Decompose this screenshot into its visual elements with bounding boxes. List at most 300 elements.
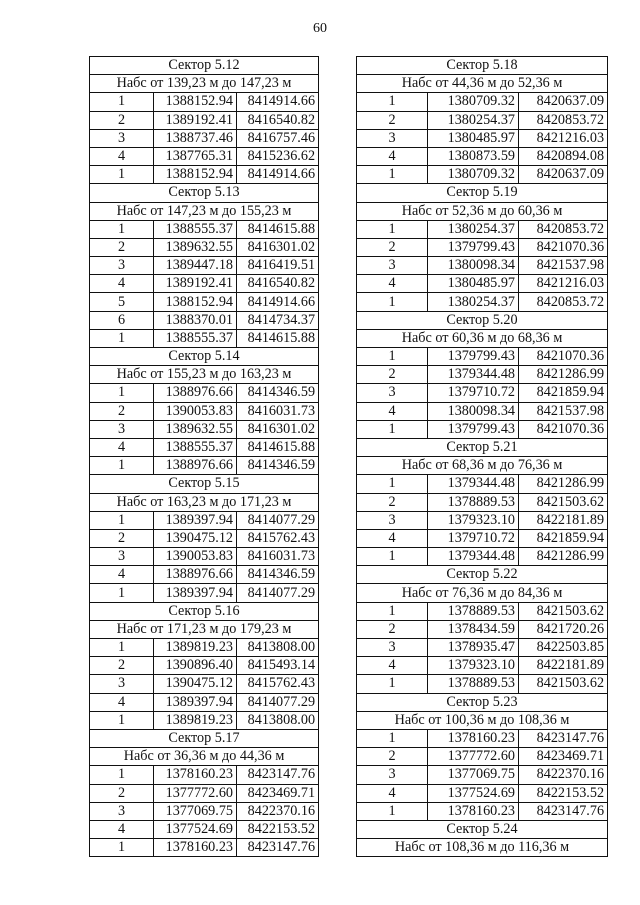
- point-number: 4: [90, 275, 154, 293]
- coordinate-y: 8415762.43: [237, 529, 319, 547]
- coordinate-y: 8416031.73: [237, 548, 319, 566]
- coordinates-table-right: [356, 56, 608, 857]
- coordinate-x: 1380254.37: [428, 220, 519, 238]
- coordinate-x: 1378160.23: [428, 802, 519, 820]
- point-number: 1: [90, 93, 154, 111]
- sector-range-row: [90, 366, 319, 384]
- point-number: 1: [357, 420, 428, 438]
- coordinate-y: 8416757.46: [237, 129, 319, 147]
- coordinate-y: 8422370.16: [237, 802, 319, 820]
- sector-range-row: [90, 748, 319, 766]
- sector-title-row: [90, 57, 319, 75]
- table-row: [90, 766, 319, 784]
- coordinate-x: 1380709.32: [428, 93, 519, 111]
- sector-range-row: [357, 711, 608, 729]
- coordinate-y: 8421070.36: [519, 348, 608, 366]
- coordinate-x: 1389192.41: [154, 111, 237, 129]
- sector-height-range: Набс от 171,23 м до 179,23 м: [90, 620, 319, 638]
- coordinate-y: 8421503.62: [519, 675, 608, 693]
- sector-height-range: Набс от 147,23 м до 155,23 м: [90, 202, 319, 220]
- coordinate-y: 8423147.76: [237, 766, 319, 784]
- table-row: [90, 329, 319, 347]
- table-row: [357, 729, 608, 747]
- coordinate-x: 1390053.83: [154, 548, 237, 566]
- coordinate-y: 8414077.29: [237, 584, 319, 602]
- coordinate-y: 8420853.72: [519, 111, 608, 129]
- table-row: [90, 548, 319, 566]
- coordinate-x: 1390475.12: [154, 675, 237, 693]
- point-number: 2: [357, 111, 428, 129]
- table-row: [357, 111, 608, 129]
- coordinate-y: 8423469.71: [237, 784, 319, 802]
- coordinate-x: 1389397.94: [154, 693, 237, 711]
- table-row: [357, 384, 608, 402]
- sector-range-row: [90, 620, 319, 638]
- point-number: 1: [357, 675, 428, 693]
- point-number: 2: [90, 657, 154, 675]
- table-row: [90, 93, 319, 111]
- coordinate-x: 1388555.37: [154, 438, 237, 456]
- sector-range-row: [90, 202, 319, 220]
- point-number: 2: [90, 784, 154, 802]
- point-number: 1: [90, 839, 154, 857]
- coordinate-y: 8421503.62: [519, 602, 608, 620]
- sector-title-row: [357, 820, 608, 838]
- table-row: [357, 420, 608, 438]
- coordinate-x: 1377772.60: [428, 748, 519, 766]
- coordinate-y: 8422370.16: [519, 766, 608, 784]
- table-row: [90, 293, 319, 311]
- sector-range-row: [357, 202, 608, 220]
- coordinate-y: 8414346.59: [237, 566, 319, 584]
- sector-title: Сектор 5.22: [357, 566, 608, 584]
- sector-title: Сектор 5.21: [357, 438, 608, 456]
- point-number: 1: [90, 457, 154, 475]
- table-row: [90, 438, 319, 456]
- table-row: [90, 584, 319, 602]
- point-number: 5: [90, 293, 154, 311]
- point-number: 3: [357, 639, 428, 657]
- coordinate-y: 8420637.09: [519, 166, 608, 184]
- point-number: 2: [357, 620, 428, 638]
- table-row: [90, 711, 319, 729]
- coordinate-y: 8414346.59: [237, 384, 319, 402]
- coordinate-x: 1378160.23: [428, 729, 519, 747]
- coordinate-y: 8414914.66: [237, 293, 319, 311]
- table-row: [90, 311, 319, 329]
- coordinate-x: 1389397.94: [154, 584, 237, 602]
- coordinate-x: 1380485.97: [428, 129, 519, 147]
- table-row: [357, 275, 608, 293]
- coordinate-y: 8414077.29: [237, 511, 319, 529]
- point-number: 1: [90, 220, 154, 238]
- table-row: [357, 293, 608, 311]
- coordinate-y: 8422181.89: [519, 511, 608, 529]
- coordinate-x: 1380873.59: [428, 147, 519, 165]
- sector-title-row: [90, 602, 319, 620]
- point-number: 3: [90, 802, 154, 820]
- sector-height-range: Набс от 52,36 м до 60,36 м: [357, 202, 608, 220]
- point-number: 2: [357, 238, 428, 256]
- coordinate-y: 8421070.36: [519, 420, 608, 438]
- coordinate-x: 1379799.43: [428, 348, 519, 366]
- sector-title: Сектор 5.15: [90, 475, 319, 493]
- sector-title-row: [90, 729, 319, 747]
- table-row: [357, 657, 608, 675]
- coordinate-x: 1379710.72: [428, 384, 519, 402]
- coordinate-x: 1378935.47: [428, 639, 519, 657]
- coordinates-table-left: [89, 56, 319, 857]
- point-number: 4: [357, 402, 428, 420]
- point-number: 1: [357, 348, 428, 366]
- coordinate-x: 1377069.75: [154, 802, 237, 820]
- coordinate-x: 1380098.34: [428, 257, 519, 275]
- coordinate-x: 1379323.10: [428, 657, 519, 675]
- table-row: [357, 257, 608, 275]
- coordinate-x: 1388152.94: [154, 293, 237, 311]
- sector-title-row: [90, 184, 319, 202]
- coordinate-y: 8416419.51: [237, 257, 319, 275]
- point-number: 1: [90, 511, 154, 529]
- sector-range-row: [357, 75, 608, 93]
- coordinate-x: 1389819.23: [154, 639, 237, 657]
- coordinate-x: 1379344.48: [428, 475, 519, 493]
- table-row: [357, 511, 608, 529]
- table-row: [90, 693, 319, 711]
- point-number: 4: [357, 275, 428, 293]
- sector-title: Сектор 5.14: [90, 348, 319, 366]
- point-number: 2: [90, 402, 154, 420]
- table-row: [90, 657, 319, 675]
- point-number: 3: [357, 384, 428, 402]
- coordinate-y: 8423147.76: [519, 729, 608, 747]
- point-number: 4: [90, 147, 154, 165]
- point-number: 1: [357, 166, 428, 184]
- coordinate-x: 1389632.55: [154, 420, 237, 438]
- table-row: [90, 820, 319, 838]
- coordinate-y: 8414346.59: [237, 457, 319, 475]
- point-number: 2: [357, 493, 428, 511]
- table-row: [90, 129, 319, 147]
- sector-title-row: [357, 57, 608, 75]
- sector-title: Сектор 5.23: [357, 693, 608, 711]
- coordinate-x: 1388976.66: [154, 457, 237, 475]
- coordinate-y: 8416540.82: [237, 275, 319, 293]
- sector-title: Сектор 5.24: [357, 820, 608, 838]
- point-number: 3: [357, 257, 428, 275]
- sector-title: Сектор 5.20: [357, 311, 608, 329]
- table-row: [90, 839, 319, 857]
- coordinate-y: 8416031.73: [237, 402, 319, 420]
- coordinate-y: 8415493.14: [237, 657, 319, 675]
- coordinate-x: 1390896.40: [154, 657, 237, 675]
- coordinate-x: 1388370.01: [154, 311, 237, 329]
- sector-title-row: [90, 348, 319, 366]
- coordinate-y: 8423147.76: [237, 839, 319, 857]
- coordinate-x: 1390053.83: [154, 402, 237, 420]
- point-number: 1: [357, 220, 428, 238]
- coordinate-y: 8414615.88: [237, 220, 319, 238]
- table-row: [357, 366, 608, 384]
- coordinate-y: 8414734.37: [237, 311, 319, 329]
- point-number: 4: [357, 529, 428, 547]
- coordinate-y: 8422181.89: [519, 657, 608, 675]
- sector-range-row: [357, 584, 608, 602]
- table-row: [90, 529, 319, 547]
- point-number: 1: [357, 802, 428, 820]
- coordinate-x: 1388555.37: [154, 329, 237, 347]
- table-row: [90, 802, 319, 820]
- coordinate-x: 1380254.37: [428, 111, 519, 129]
- point-number: 4: [357, 147, 428, 165]
- sector-height-range: Набс от 36,36 м до 44,36 м: [90, 748, 319, 766]
- table-row: [357, 93, 608, 111]
- coordinate-x: 1380254.37: [428, 293, 519, 311]
- point-number: 4: [90, 438, 154, 456]
- coordinate-y: 8421216.03: [519, 275, 608, 293]
- coordinate-x: 1378889.53: [428, 675, 519, 693]
- sector-height-range: Набс от 100,36 м до 108,36 м: [357, 711, 608, 729]
- coordinate-y: 8422503.85: [519, 639, 608, 657]
- coordinate-x: 1388737.46: [154, 129, 237, 147]
- table-row: [357, 802, 608, 820]
- sector-title-row: [357, 438, 608, 456]
- sector-height-range: Набс от 44,36 м до 52,36 м: [357, 75, 608, 93]
- point-number: 3: [357, 511, 428, 529]
- point-number: 1: [357, 602, 428, 620]
- point-number: 2: [90, 238, 154, 256]
- point-number: 4: [357, 657, 428, 675]
- sector-height-range: Набс от 155,23 м до 163,23 м: [90, 366, 319, 384]
- table-row: [90, 257, 319, 275]
- sector-height-range: Набс от 68,36 м до 76,36 м: [357, 457, 608, 475]
- sector-height-range: Набс от 60,36 м до 68,36 м: [357, 329, 608, 347]
- sector-title-row: [90, 475, 319, 493]
- sector-range-row: [90, 75, 319, 93]
- sector-range-row: [357, 457, 608, 475]
- coordinate-y: 8414914.66: [237, 166, 319, 184]
- table-row: [357, 639, 608, 657]
- coordinate-x: 1377069.75: [428, 766, 519, 784]
- coordinate-y: 8421070.36: [519, 238, 608, 256]
- coordinate-y: 8416301.02: [237, 238, 319, 256]
- coordinate-y: 8414615.88: [237, 329, 319, 347]
- table-row: [90, 238, 319, 256]
- sector-height-range: Набс от 108,36 м до 116,36 м: [357, 839, 608, 857]
- coordinate-y: 8422153.52: [519, 784, 608, 802]
- coordinate-x: 1379799.43: [428, 420, 519, 438]
- table-row: [357, 475, 608, 493]
- coordinate-x: 1379799.43: [428, 238, 519, 256]
- coordinate-y: 8414077.29: [237, 693, 319, 711]
- sector-range-row: [357, 329, 608, 347]
- coordinate-x: 1389632.55: [154, 238, 237, 256]
- table-row: [357, 129, 608, 147]
- coordinate-x: 1389819.23: [154, 711, 237, 729]
- point-number: 1: [357, 93, 428, 111]
- sector-title-row: [357, 184, 608, 202]
- table-row: [90, 511, 319, 529]
- sector-title-row: [357, 693, 608, 711]
- table-row: [357, 548, 608, 566]
- sector-title-row: [357, 311, 608, 329]
- coordinate-x: 1379344.48: [428, 366, 519, 384]
- coordinate-y: 8421286.99: [519, 366, 608, 384]
- table-row: [357, 529, 608, 547]
- sector-title: Сектор 5.12: [90, 57, 319, 75]
- point-number: 3: [90, 548, 154, 566]
- coordinate-x: 1388152.94: [154, 93, 237, 111]
- coordinate-x: 1389192.41: [154, 275, 237, 293]
- point-number: 1: [90, 166, 154, 184]
- table-row: [357, 620, 608, 638]
- point-number: 3: [90, 129, 154, 147]
- coordinate-y: 8414615.88: [237, 438, 319, 456]
- point-number: 2: [357, 366, 428, 384]
- coordinate-x: 1387765.31: [154, 147, 237, 165]
- coordinate-y: 8422153.52: [237, 820, 319, 838]
- coordinate-y: 8413808.00: [237, 711, 319, 729]
- coordinate-y: 8420637.09: [519, 93, 608, 111]
- table-row: [90, 420, 319, 438]
- coordinate-y: 8421859.94: [519, 529, 608, 547]
- coordinate-x: 1380709.32: [428, 166, 519, 184]
- point-number: 2: [357, 748, 428, 766]
- coordinate-x: 1377524.69: [428, 784, 519, 802]
- coordinate-y: 8421720.26: [519, 620, 608, 638]
- coordinate-x: 1380485.97: [428, 275, 519, 293]
- coordinate-y: 8415762.43: [237, 675, 319, 693]
- coordinate-y: 8421286.99: [519, 475, 608, 493]
- coordinate-x: 1379344.48: [428, 548, 519, 566]
- coordinate-x: 1378160.23: [154, 839, 237, 857]
- table-row: [90, 220, 319, 238]
- table-row: [90, 566, 319, 584]
- table-row: [90, 166, 319, 184]
- point-number: 4: [90, 693, 154, 711]
- table-row: [90, 675, 319, 693]
- coordinate-x: 1379710.72: [428, 529, 519, 547]
- point-number: 1: [90, 711, 154, 729]
- sector-title: Сектор 5.13: [90, 184, 319, 202]
- coordinate-y: 8421537.98: [519, 402, 608, 420]
- coordinate-x: 1380098.34: [428, 402, 519, 420]
- point-number: 1: [357, 548, 428, 566]
- coordinate-y: 8415236.62: [237, 147, 319, 165]
- point-number: 1: [90, 584, 154, 602]
- point-number: 1: [90, 384, 154, 402]
- point-number: 3: [357, 766, 428, 784]
- coordinate-x: 1388976.66: [154, 384, 237, 402]
- coordinate-y: 8420853.72: [519, 293, 608, 311]
- coordinate-y: 8413808.00: [237, 639, 319, 657]
- coordinate-x: 1388152.94: [154, 166, 237, 184]
- table-row: [90, 147, 319, 165]
- coordinate-x: 1378160.23: [154, 766, 237, 784]
- point-number: 3: [90, 257, 154, 275]
- coordinate-y: 8423147.76: [519, 802, 608, 820]
- point-number: 1: [357, 293, 428, 311]
- point-number: 4: [90, 566, 154, 584]
- coordinate-x: 1389447.18: [154, 257, 237, 275]
- coordinate-x: 1377772.60: [154, 784, 237, 802]
- coordinate-y: 8420853.72: [519, 220, 608, 238]
- coordinate-x: 1388976.66: [154, 566, 237, 584]
- point-number: 1: [357, 475, 428, 493]
- point-number: 1: [90, 639, 154, 657]
- point-number: 6: [90, 311, 154, 329]
- coordinate-x: 1377524.69: [154, 820, 237, 838]
- table-row: [90, 784, 319, 802]
- table-row: [357, 784, 608, 802]
- table-row: [90, 111, 319, 129]
- table-row: [357, 602, 608, 620]
- coordinate-x: 1379323.10: [428, 511, 519, 529]
- table-row: [357, 238, 608, 256]
- coordinate-y: 8421859.94: [519, 384, 608, 402]
- table-row: [90, 457, 319, 475]
- coordinate-x: 1388555.37: [154, 220, 237, 238]
- point-number: 3: [357, 129, 428, 147]
- table-row: [357, 402, 608, 420]
- table-row: [357, 675, 608, 693]
- point-number: 4: [90, 820, 154, 838]
- sector-title: Сектор 5.18: [357, 57, 608, 75]
- sector-height-range: Набс от 163,23 м до 171,23 м: [90, 493, 319, 511]
- coordinate-y: 8416540.82: [237, 111, 319, 129]
- sector-range-row: [357, 839, 608, 857]
- coordinate-y: 8421216.03: [519, 129, 608, 147]
- sector-range-row: [90, 493, 319, 511]
- sector-title: Сектор 5.17: [90, 729, 319, 747]
- coordinate-x: 1390475.12: [154, 529, 237, 547]
- sector-height-range: Набс от 139,23 м до 147,23 м: [90, 75, 319, 93]
- coordinate-x: 1378889.53: [428, 493, 519, 511]
- coordinate-x: 1378434.59: [428, 620, 519, 638]
- point-number: 3: [90, 675, 154, 693]
- coordinate-y: 8423469.71: [519, 748, 608, 766]
- table-row: [357, 748, 608, 766]
- page-number: 60: [313, 21, 327, 36]
- table-row: [357, 147, 608, 165]
- table-row: [90, 402, 319, 420]
- table-row: [90, 384, 319, 402]
- table-row: [357, 220, 608, 238]
- point-number: 2: [90, 111, 154, 129]
- coordinate-y: 8416301.02: [237, 420, 319, 438]
- point-number: 2: [90, 529, 154, 547]
- coordinate-x: 1378889.53: [428, 602, 519, 620]
- table-row: [357, 348, 608, 366]
- table-row: [357, 493, 608, 511]
- table-row: [90, 639, 319, 657]
- sector-title-row: [357, 566, 608, 584]
- sector-title: Сектор 5.19: [357, 184, 608, 202]
- sector-height-range: Набс от 76,36 м до 84,36 м: [357, 584, 608, 602]
- coordinate-x: 1389397.94: [154, 511, 237, 529]
- point-number: 3: [90, 420, 154, 438]
- coordinate-y: 8414914.66: [237, 93, 319, 111]
- point-number: 4: [357, 784, 428, 802]
- coordinate-y: 8421286.99: [519, 548, 608, 566]
- point-number: 1: [90, 329, 154, 347]
- coordinate-y: 8420894.08: [519, 147, 608, 165]
- point-number: 1: [90, 766, 154, 784]
- sector-title: Сектор 5.16: [90, 602, 319, 620]
- coordinate-y: 8421503.62: [519, 493, 608, 511]
- table-row: [357, 166, 608, 184]
- coordinate-y: 8421537.98: [519, 257, 608, 275]
